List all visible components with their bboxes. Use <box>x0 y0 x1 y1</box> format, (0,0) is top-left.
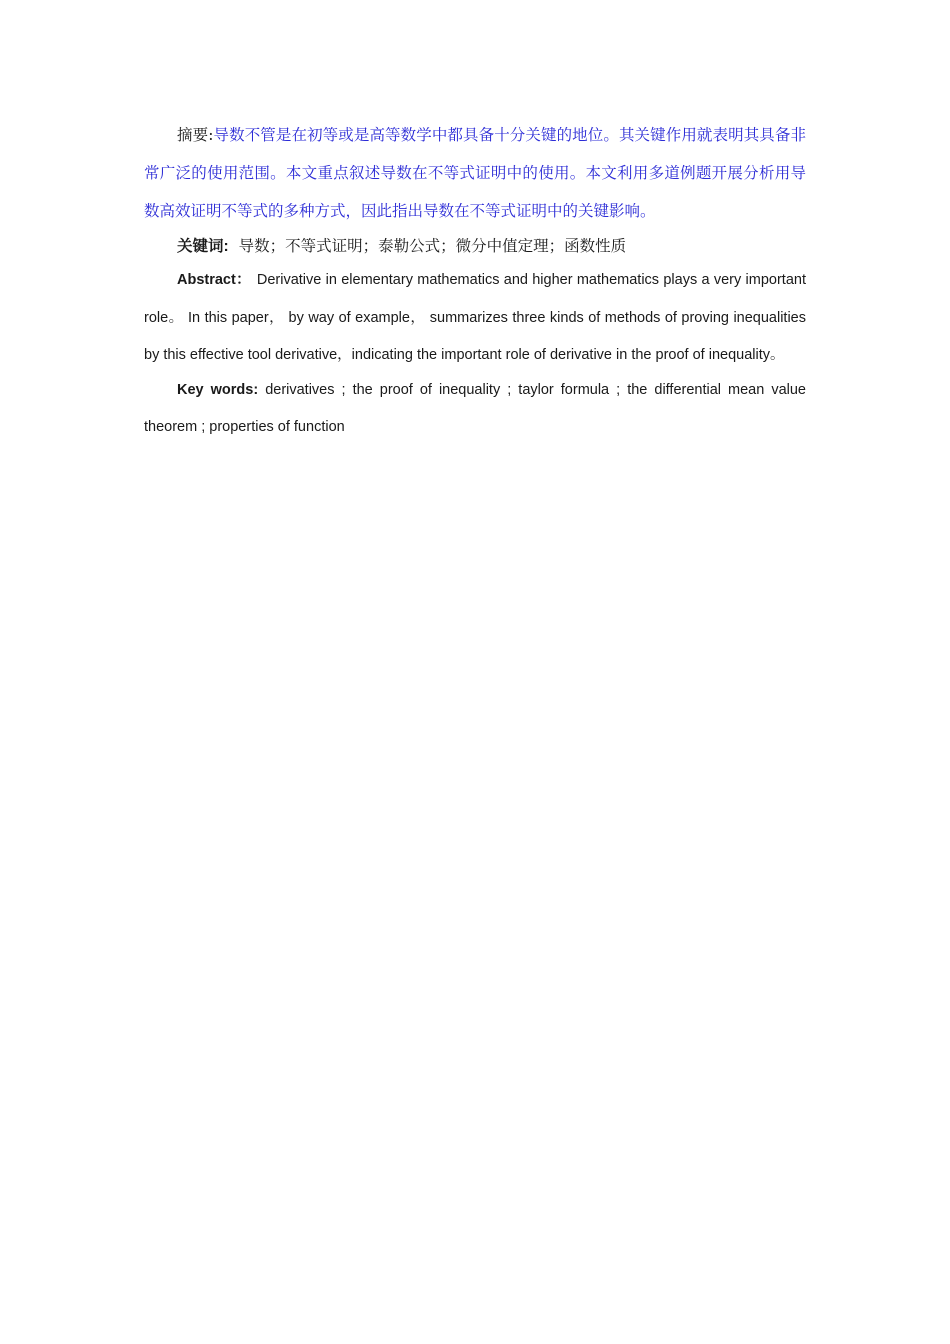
chinese-keywords-label: 关键词: <box>177 238 229 255</box>
english-keywords-label: Key words: <box>177 381 266 398</box>
chinese-abstract-label: 摘要: <box>177 126 214 144</box>
english-abstract-text: Derivative in elementary mathematics and higher mathematics plays a very important role。 In this paper， by way of example， summarizes three kinds of methods of proving inequalities by this effective tool derivative，indicating the important role of derivative in the proof of inequality。 <box>144 272 806 363</box>
abstract-section <box>144 116 806 447</box>
chinese-abstract <box>144 116 806 230</box>
chinese-abstract-text: 导数不管是在初等或是高等数学中都具备十分关键的地位。其关键作用就表明其具备非常广泛的使用范围。本文重点叙述导数在不等式证明中的使用。本文利用多道例题开展分析用导数高效证明不等式的多种方式，因此指出导数在不等式证明中的关键影响。 <box>144 126 806 220</box>
english-abstract <box>144 262 806 375</box>
english-keywords-text: derivatives ; the proof of inequality ; taylor formula ; the differential mean value theorem ; properties of function <box>144 381 806 435</box>
chinese-keywords <box>144 234 806 259</box>
english-keywords <box>144 372 806 447</box>
chinese-keywords-text: 导数；不等式证明；泰勒公式；微分中值定理；函数性质 <box>238 237 627 255</box>
english-abstract-label: Abstract： <box>177 272 251 288</box>
